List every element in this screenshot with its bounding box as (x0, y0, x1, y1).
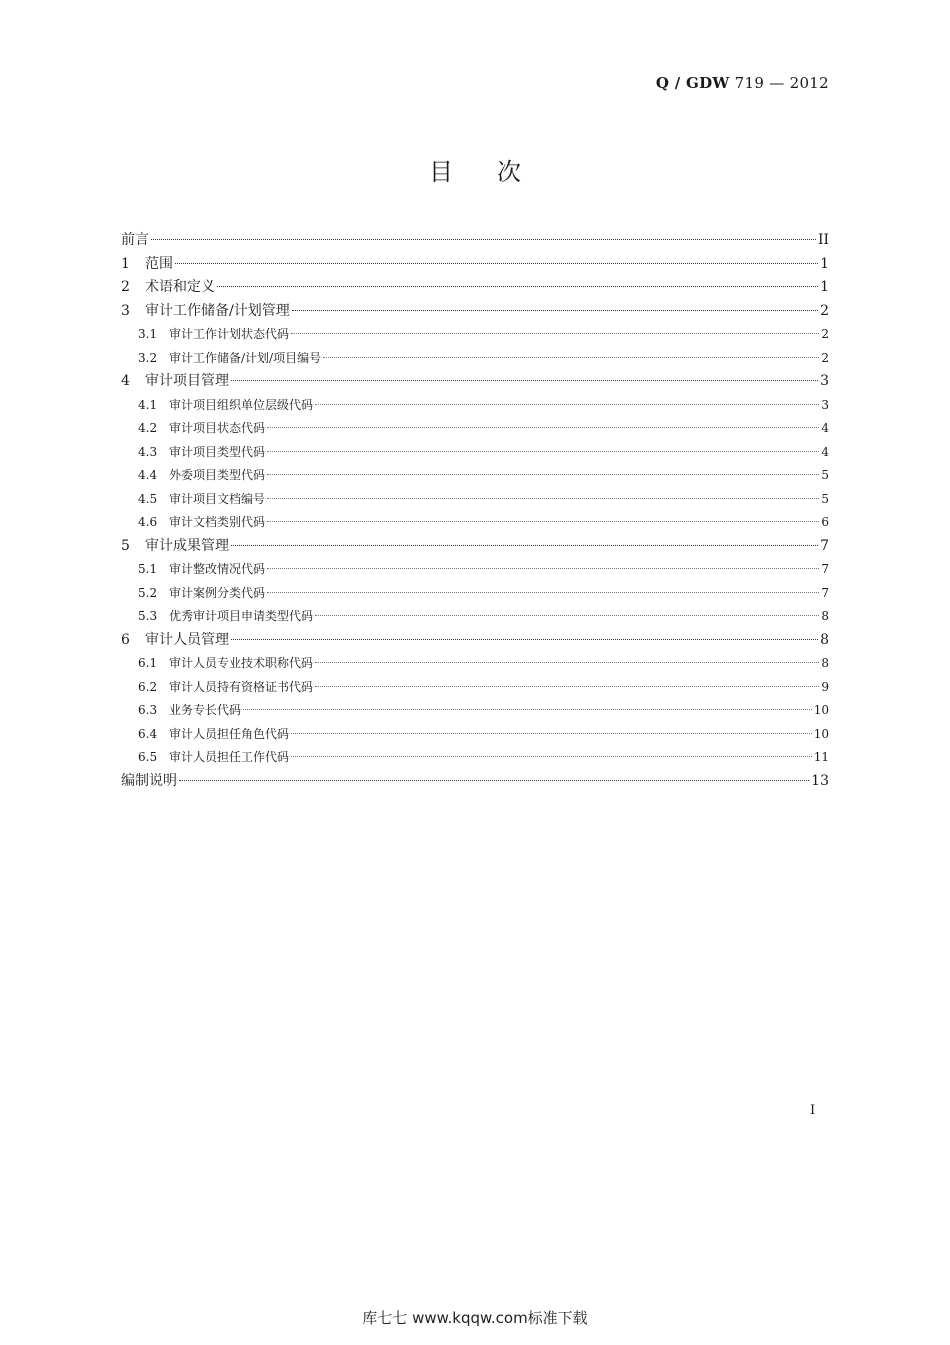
toc-entry-title: 审计整改情况代码 (169, 562, 266, 576)
toc-entry[interactable] (121, 723, 829, 747)
toc-leader-dots (231, 639, 818, 640)
toc-entry-title: 审计项目文档编号 (169, 491, 266, 506)
toc-entry-number: 5.1 (138, 562, 158, 576)
toc-entry[interactable] (121, 229, 829, 253)
toc-entry-number: 5 (121, 537, 130, 554)
toc-entry-page: 2 (821, 350, 829, 365)
standard-code (656, 74, 829, 92)
toc-entry-title: 优秀审计项目申请类型代码 (169, 609, 314, 623)
toc-entry-page: 4 (821, 421, 829, 435)
toc-entry-page: 8 (821, 609, 829, 623)
toc-entry-page: 13 (811, 772, 829, 789)
toc-entry[interactable] (121, 370, 829, 394)
toc-entry[interactable] (121, 323, 829, 347)
footer-watermark: 库七七 www.kqqw.com标准下载 (362, 1309, 588, 1327)
toc-entry-title: 审计项目组织单位层级代码 (169, 397, 314, 412)
toc-entry-number: 4 (121, 373, 130, 389)
toc-entry-title: 审计工作储备/计划/项目编号 (169, 350, 322, 365)
toc-entry[interactable] (121, 746, 829, 770)
toc-entry-page: 11 (813, 750, 829, 764)
toc-leader-dots (291, 756, 812, 757)
toc-entry-title: 范围 (145, 255, 173, 272)
toc-entry-page: 7 (821, 585, 829, 600)
toc-leader-dots (291, 733, 812, 734)
toc-entry-title: 外委项目类型代码 (169, 468, 266, 482)
standard-number: 719 — 2012 (734, 74, 829, 92)
toc-entry-page: 1 (820, 255, 829, 272)
table-of-contents (121, 229, 829, 793)
toc-leader-dots (323, 357, 819, 358)
toc-leader-dots (267, 568, 819, 569)
toc-entry-title: 编制说明 (121, 772, 177, 789)
toc-entry[interactable] (121, 253, 829, 277)
page-number: I (810, 1103, 816, 1118)
toc-entry[interactable] (121, 652, 829, 676)
toc-leader-dots (267, 521, 819, 522)
toc-entry-number: 5.2 (138, 585, 158, 600)
toc-leader-dots (267, 451, 819, 452)
toc-entry-number: 6.2 (138, 679, 158, 694)
toc-entry-page: 10 (813, 703, 829, 717)
toc-leader-dots (175, 263, 818, 264)
toc-entry-title: 审计人员担任角色代码 (169, 726, 290, 741)
toc-entry-page: 5 (821, 491, 829, 506)
toc-entry[interactable] (121, 558, 829, 582)
toc-entry-page: 6 (821, 515, 829, 529)
toc-entry[interactable] (121, 417, 829, 441)
toc-entry-title: 审计人员专业技术职称代码 (169, 656, 314, 670)
toc-entry[interactable] (121, 464, 829, 488)
toc-entry-page: 7 (821, 562, 829, 576)
toc-entry-page: 5 (821, 468, 829, 482)
toc-leader-dots (315, 404, 819, 405)
toc-entry-page: 3 (820, 373, 829, 389)
toc-entry[interactable] (121, 441, 829, 465)
toc-entry-page: 3 (821, 397, 829, 412)
toc-entry[interactable] (121, 347, 829, 371)
toc-entry-page: 9 (821, 679, 829, 694)
page-title: 目次 (429, 158, 565, 186)
standard-prefix: Q / GDW (655, 74, 730, 92)
toc-entry-number: 4.1 (138, 397, 158, 412)
toc-entry-number: 6 (121, 631, 130, 648)
toc-leader-dots (292, 310, 818, 311)
toc-entry[interactable] (121, 676, 829, 700)
toc-entry[interactable] (121, 488, 829, 512)
toc-entry[interactable] (121, 394, 829, 418)
toc-entry[interactable] (121, 699, 829, 723)
toc-entry-number: 4.4 (138, 468, 158, 482)
toc-leader-dots (217, 286, 818, 287)
toc-entry-number: 6.1 (138, 656, 158, 670)
toc-leader-dots (315, 686, 819, 687)
toc-entry-title: 审计项目类型代码 (169, 444, 266, 459)
toc-leader-dots (315, 615, 819, 616)
toc-leader-dots (231, 380, 818, 381)
toc-entry-number: 4.5 (138, 491, 158, 506)
toc-entry-number: 2 (121, 279, 130, 295)
toc-entry[interactable] (121, 276, 829, 300)
toc-entry-number: 6.4 (138, 726, 158, 741)
toc-entry-title: 审计项目状态代码 (169, 421, 266, 435)
toc-entry-number: 4.3 (138, 444, 158, 459)
toc-entry-title: 业务专长代码 (169, 703, 242, 717)
toc-entry-page: 10 (813, 726, 829, 741)
toc-entry-page: 7 (820, 537, 829, 554)
toc-leader-dots (267, 498, 819, 499)
toc-entry-number: 3.1 (138, 327, 158, 341)
toc-entry-title: 审计人员担任工作代码 (169, 750, 290, 764)
toc-entry-page: 8 (820, 631, 829, 648)
toc-entry-number: 5.3 (138, 609, 158, 623)
toc-entry-title: 审计工作储备/计划管理 (145, 302, 290, 319)
toc-entry-title: 审计成果管理 (145, 537, 229, 554)
toc-entry-title: 审计项目管理 (145, 373, 229, 389)
toc-entry[interactable] (121, 511, 829, 535)
toc-entry-page: II (817, 232, 829, 248)
toc-entry-number: 3 (121, 302, 130, 319)
toc-entry-page: 2 (820, 302, 829, 319)
toc-entry-number: 6.5 (138, 750, 158, 764)
toc-entry-title: 审计文档类别代码 (169, 515, 266, 529)
toc-entry-title: 术语和定义 (145, 279, 215, 295)
toc-entry-title: 审计人员持有资格证书代码 (169, 679, 314, 694)
toc-leader-dots (151, 239, 816, 240)
toc-entry[interactable] (121, 605, 829, 629)
toc-entry-page: 8 (821, 656, 829, 670)
toc-leader-dots (315, 662, 819, 663)
toc-leader-dots (291, 333, 819, 334)
toc-entry-number: 3.2 (138, 350, 158, 365)
toc-entry-title: 前言 (121, 232, 149, 248)
toc-entry-number: 1 (121, 255, 130, 272)
toc-leader-dots (267, 592, 819, 593)
toc-entry-number: 4.2 (138, 421, 158, 435)
toc-entry[interactable] (121, 582, 829, 606)
toc-leader-dots (231, 545, 818, 546)
toc-entry-title: 审计工作计划状态代码 (169, 327, 290, 341)
toc-entry-page: 1 (820, 279, 829, 295)
toc-entry-title: 审计人员管理 (145, 631, 229, 648)
toc-leader-dots (267, 474, 819, 475)
toc-leader-dots (267, 427, 819, 428)
toc-entry-page: 2 (821, 327, 829, 341)
toc-entry-title: 审计案例分类代码 (169, 585, 266, 600)
toc-leader-dots (179, 780, 809, 781)
toc-entry-number: 4.6 (138, 515, 158, 529)
toc-entry[interactable] (121, 629, 829, 653)
toc-entry-number: 6.3 (138, 703, 158, 717)
toc-entry[interactable] (121, 770, 829, 794)
toc-leader-dots (243, 709, 812, 710)
toc-entry[interactable] (121, 300, 829, 324)
toc-entry[interactable] (121, 535, 829, 559)
toc-entry-page: 4 (821, 444, 829, 459)
